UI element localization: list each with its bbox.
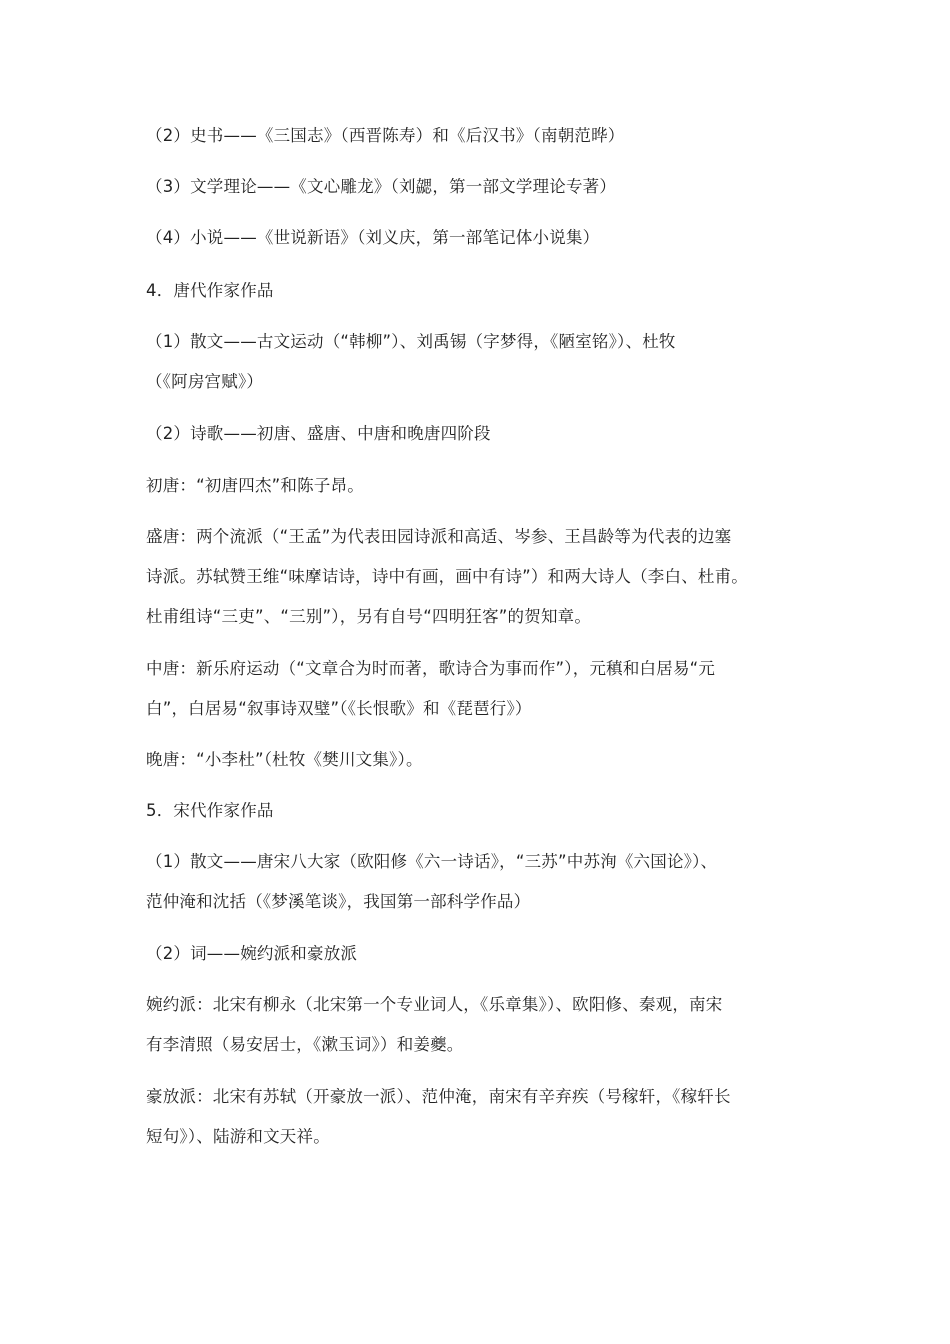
text-line: 杜甫组诗“三吏”、“三别”），另有自号“四明狂客”的贺知章。 <box>146 607 592 626</box>
section-heading-song <box>146 791 826 831</box>
text-line: 晚唐：“小李杜”（杜牧《樊川文集》）。 <box>146 750 423 769</box>
paragraph-history-books <box>146 116 826 156</box>
paragraph-novel <box>146 218 826 258</box>
text-line: （1）散文——古文运动（“韩柳”）、刘禹锡（字梦得，《陋室铭》）、杜牧 <box>146 332 676 351</box>
paragraph-tang-poetry <box>146 414 826 454</box>
text-line: 范仲淹和沈括（《梦溪笔谈》，我国第一部科学作品） <box>146 892 531 911</box>
paragraph-song-ci <box>146 934 826 974</box>
text-line: 4．唐代作家作品 <box>146 281 274 300</box>
paragraph-haofang-school <box>146 1077 826 1157</box>
paragraph-wanyue-school <box>146 985 826 1065</box>
paragraph-song-prose <box>146 842 826 922</box>
paragraph-late-tang <box>146 740 826 780</box>
paragraph-mid-tang <box>146 649 826 729</box>
text-line: 诗派。苏轼赞王维“味摩诘诗，诗中有画，画中有诗”）和两大诗人（李白、杜甫。 <box>146 567 748 586</box>
text-line: （4）小说——《世说新语》（刘义庆，第一部笔记体小说集） <box>146 228 600 247</box>
text-line: （1）散文——唐宋八大家（欧阳修《六一诗话》，“三苏”中苏洵《六国论》）、 <box>146 852 718 871</box>
text-line: 白”，白居易“叙事诗双璧”（《长恨歌》和《琵琶行》） <box>146 699 532 718</box>
text-line: 短句》）、陆游和文天祥。 <box>146 1127 330 1146</box>
text-line: 盛唐：两个流派（“王孟”为代表田园诗派和高适、岑参、王昌龄等为代表的边塞 <box>146 527 732 546</box>
paragraph-literary-theory <box>146 167 826 207</box>
text-line: 中唐：新乐府运动（“文章合为时而著，歌诗合为事而作”），元稹和白居易“元 <box>146 659 716 678</box>
text-line: （2）词——婉约派和豪放派 <box>146 944 358 963</box>
text-line: 5．宋代作家作品 <box>146 801 274 820</box>
text-line: 婉约派：北宋有柳永（北宋第一个专业词人，《乐章集》）、欧阳修、秦观，南宋 <box>146 995 723 1014</box>
text-line: 豪放派：北宋有苏轼（开豪放一派）、范仲淹，南宋有辛弃疾（号稼轩，《稼轩长 <box>146 1087 731 1106</box>
section-heading-tang <box>146 271 826 311</box>
text-line: （《阿房宫赋》） <box>146 372 264 391</box>
text-line: （3）文学理论——《文心雕龙》（刘勰，第一部文学理论专著） <box>146 177 617 196</box>
text-line: （2）史书——《三国志》（西晋陈寿）和《后汉书》（南朝范晔） <box>146 126 625 145</box>
text-line: 有李清照（易安居士，《漱玉词》）和姜夔。 <box>146 1035 464 1054</box>
text-line: （2）诗歌——初唐、盛唐、中唐和晚唐四阶段 <box>146 424 491 443</box>
paragraph-early-tang <box>146 466 826 506</box>
paragraph-high-tang <box>146 517 826 637</box>
paragraph-tang-prose <box>146 322 826 402</box>
text-line: 初唐：“初唐四杰”和陈子昂。 <box>146 476 364 495</box>
